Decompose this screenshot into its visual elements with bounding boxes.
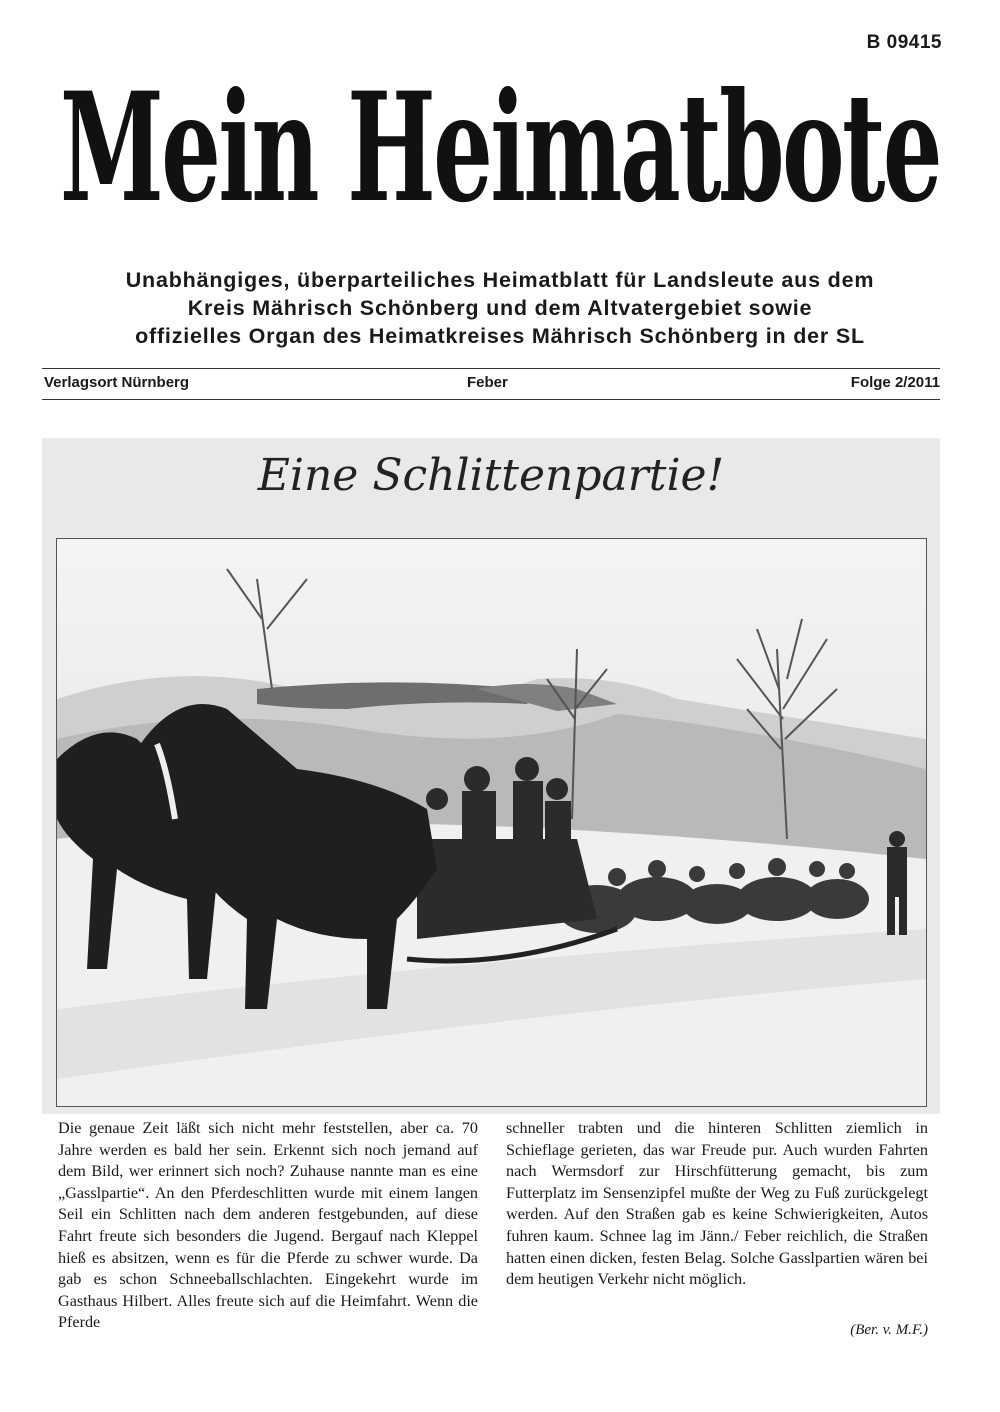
sleigh-ride-photo	[56, 538, 927, 1107]
publication-month: Feber	[467, 374, 508, 391]
feature-box	[42, 438, 940, 1114]
subtitle-line-3: offizielles Organ des Heimatkreises Mährisch Schönberg in der SL	[135, 324, 865, 348]
subtitle	[40, 266, 960, 350]
article-byline: (Ber. v. M.F.)	[850, 1322, 928, 1338]
feature-title: Eine Schlittenpartie!	[257, 450, 725, 501]
subtitle-line-2: Kreis Mährisch Schönberg und dem Altvatergebiet sowie	[187, 296, 813, 320]
masthead-title: Mein Heimatbote	[60, 60, 940, 236]
issue-number: Folge 2/2011	[850, 374, 940, 391]
issue-code: B 09415	[866, 32, 942, 53]
masthead-logo	[40, 40, 960, 255]
sleigh-ride-illustration	[57, 539, 926, 1106]
article-column-right: schneller trabten und die hinteren Schlitten ziemlich in Schieflage gerieten, das war Freude pur. Auch wurden Fahrten nach Wermsdorf zur Hirschfütterung gemacht, bis zum Futterplatz im Sensenzipfel mußte der Weg zu Fuß zurückgelegt werden. Auf den Straßen gab es keine Schwierigkeiten, Autos fuhren kaum. Schnee lag im Jänn./ Feber reichlich, die Straßen hatten einen dicken, festen Belag. Solche Gasslpartien wären bei dem heutigen Verkehr nicht möglich.	[506, 1119, 928, 1289]
article-column-left: Die genaue Zeit läßt sich nicht mehr feststellen, aber ca. 70 Jahre werden es bald her sein. Erkennt sich noch jemand auf dem Bild, wer erinnert sich noch? Zuhause nannte man es eine „Gasslpartie“. An den Pferdeschlitten wurde mit einem langen Seil ein Schlitten nach dem anderen festgebunden, auf diese Fahrt freute sich besonders die Jugend. Bergauf nach Kleppel hieß es absitzen, wenn es für die Pferde zu schwer wurde. Da gab es schon Schneeballschlachten. Eingekehrt wurde im Gasthaus Hilbert. Alles freute sich auf die Heimfahrt. Wenn die Pferde	[58, 1119, 478, 1332]
subtitle-line-1: Unabhängiges, überparteiliches Heimatblatt für Landsleute aus dem	[125, 268, 875, 292]
publication-place: Verlagsort Nürnberg	[44, 374, 190, 391]
meta-bar	[42, 368, 940, 400]
